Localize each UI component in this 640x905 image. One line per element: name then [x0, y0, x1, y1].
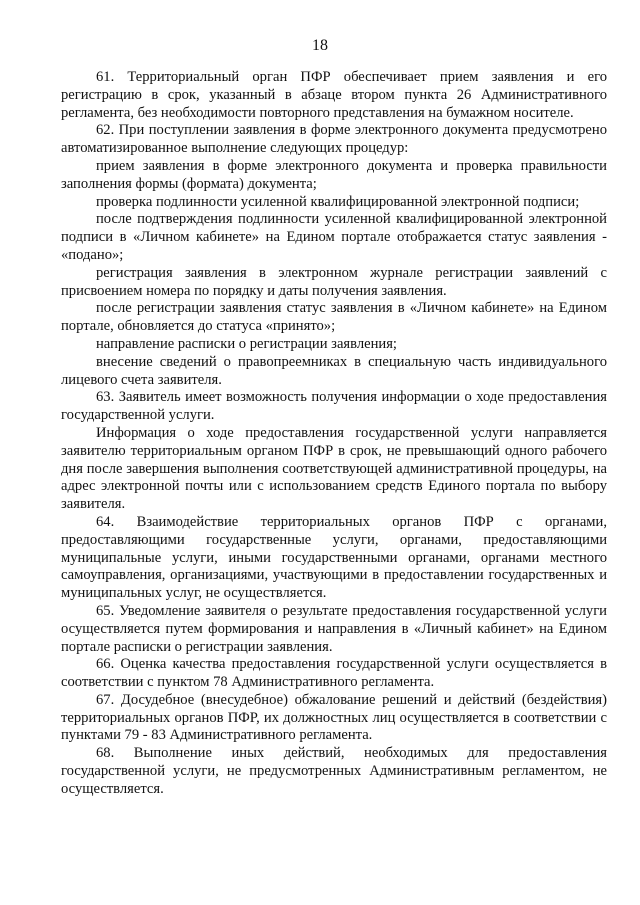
- paragraph-65: 65. Уведомление заявителя о результате предоставления государственной услуги осуществляется путем формирования и направления в «Личный кабинет» на Едином портале расписки о регистрации заявления.: [61, 602, 607, 655]
- paragraph-63-info: Информация о ходе предоставления государственной услуги направляется заявителю территориальным органом ПФР в срок, не превышающий одного рабочего дня после завершения выполнения соответствующей административной процедуры, на адрес электронной почты или с использованием средств Единого портала по выбору заявителя.: [61, 424, 607, 513]
- procedure-item: проверка подлинности усиленной квалифицированной электронной подписи;: [96, 193, 580, 210]
- procedure-item: прием заявления в форме электронного документа и проверка правильности заполнения формы (формата) документа;: [61, 157, 607, 192]
- paragraph-68: 68. Выполнение иных действий, необходимых для предоставления государственной услуги, не предусмотренных Административным регламентом, не осуществляется.: [61, 745, 607, 797]
- paragraph-63: 63. Заявитель имеет возможность получения информации о ходе предоставления государственной услуги.: [61, 389, 607, 424]
- paragraph-62: 62. При поступлении заявления в форме электронного документа предусмотрено автоматизированное выполнение следующих процедур:: [61, 122, 607, 157]
- paragraph-66: 66. Оценка качества предоставления государственной услуги осуществляется в соответствии с пунктом 78 Административного регламента.: [61, 656, 607, 691]
- page-number: 18: [312, 37, 328, 54]
- procedure-item: направление расписки о регистрации заявления;: [96, 335, 397, 352]
- paragraph-64: 64. Взаимодействие территориальных органов ПФР с органами, предоставляющими государственные услуги, органами, предоставляющими муниципальные услуги, иными государственными органами, органами местного самоуправления, организациями, участвующими в предоставлении государственных и муниципальных услуг, не осуществляется.: [61, 513, 607, 602]
- procedure-item: после подтверждения подлинности усиленной квалифицированной электронной подписи в «Личном кабинете» на Едином портале отображается статус заявления - «подано»;: [61, 211, 607, 263]
- procedure-item: после регистрации заявления статус заявления в «Личном кабинете» на Едином портале, обновляется до статуса «принято»;: [61, 300, 607, 335]
- document-body: [61, 69, 607, 799]
- procedure-item: внесение сведений о правопреемниках в специальную часть индивидуального лицевого счета заявителя.: [61, 353, 607, 388]
- paragraph-67: 67. Досудебное (внесудебное) обжалование решений и действий (бездействия) территориальных органов ПФР, их должностных лиц осуществляется в соответствии с пунктами 79 - 83 Административного регламента.: [61, 691, 607, 744]
- paragraph-61: 61. Территориальный орган ПФР обеспечивает прием заявления и его регистрацию в срок, указанный в абзаце втором пункта 26 Административного регламента, без необходимости повторного представления на бумажном носителе.: [61, 69, 607, 121]
- procedure-item: регистрация заявления в электронном журнале регистрации заявлений с присвоением номера по порядку и даты получения заявления.: [61, 264, 607, 299]
